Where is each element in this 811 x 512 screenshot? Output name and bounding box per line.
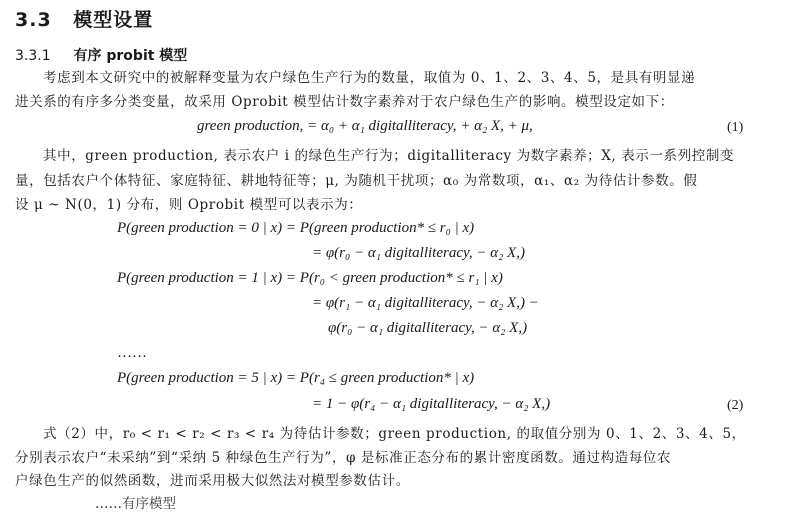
equation-2-line: P(green production = 0 | x) = P(green production* ≤ r₀ | x)	[117, 220, 475, 236]
paragraph-line: 式（2）中，r₀ < r₁ < r₂ < r₃ < r₄ 为待估计参数；green production, 的取值分别为 0、1、2、3、4、5，	[43, 426, 746, 442]
paragraph-line: 其中，green production, 表示农户 i 的绿色生产行为；digitalliteracy 为数字素养；X, 表示一系列控制变	[43, 148, 735, 164]
subsection-heading	[15, 45, 187, 65]
paragraph-line: 考虑到本文研究中的被解释变量为农户绿色生产行为的数量，取值为 0、1、2、3、4、5，是具有明显递	[43, 70, 696, 86]
cut-off-heading: ……有序模型	[95, 496, 176, 512]
equation-2-line: = φ(r₁ − α₁ digitalliteracy, − α₂ X,) −	[312, 295, 539, 311]
equation-2-line: = φ(r₀ − α₁ digitalliteracy, − α₂ X,)	[312, 245, 525, 261]
equation-ellipsis: ……	[117, 345, 147, 361]
equation-1-number: (1)	[727, 120, 744, 135]
paragraph-line: 分别表示农户“未采纳”到“采纳 5 种绿色生产行为”，φ 是标准正态分布的累计密度函数。通过构造每位农	[15, 450, 672, 466]
section-number: 3.3	[15, 9, 52, 31]
section-title: 模型设置	[73, 9, 154, 31]
equation-1: green production, = α₀ + α₁ digitalliteracy, + α₂ X, + μ,	[197, 118, 533, 134]
equation-2-line: P(green production = 5 | x) = P(r₄ ≤ green production* | x)	[117, 370, 475, 386]
paragraph-line: 进关系的有序多分类变量，故采用 Oprobit 模型估计数字素养对于农户绿色生产的影响。模型设定如下：	[15, 94, 674, 110]
subsection-title: 有序 probit 模型	[73, 48, 188, 64]
subsection-number: 3.3.1	[15, 48, 51, 64]
equation-2-line: = 1 − φ(r₄ − α₁ digitalliteracy, − α₂ X,)	[312, 396, 551, 412]
section-heading	[15, 5, 153, 32]
equation-2-line: P(green production = 1 | x) = P(r₀ < green production* ≤ r₁ | x)	[117, 270, 503, 286]
paragraph-line: 量，包括农户个体特征、家庭特征、耕地特征等；μ, 为随机干扰项；α₀ 为常数项，α₁、α₂ 为待估计参数。假	[15, 173, 698, 189]
paragraph-line: 设 μ ~ N(0，1) 分布，则 Oprobit 模型可以表示为：	[15, 197, 363, 213]
paragraph-line: 户绿色生产的似然函数，进而采用极大似然法对模型参数估计。	[15, 473, 410, 489]
equation-2-line: φ(r₀ − α₁ digitalliteracy, − α₂ X,)	[328, 320, 528, 336]
equation-2-number: (2)	[727, 398, 744, 413]
